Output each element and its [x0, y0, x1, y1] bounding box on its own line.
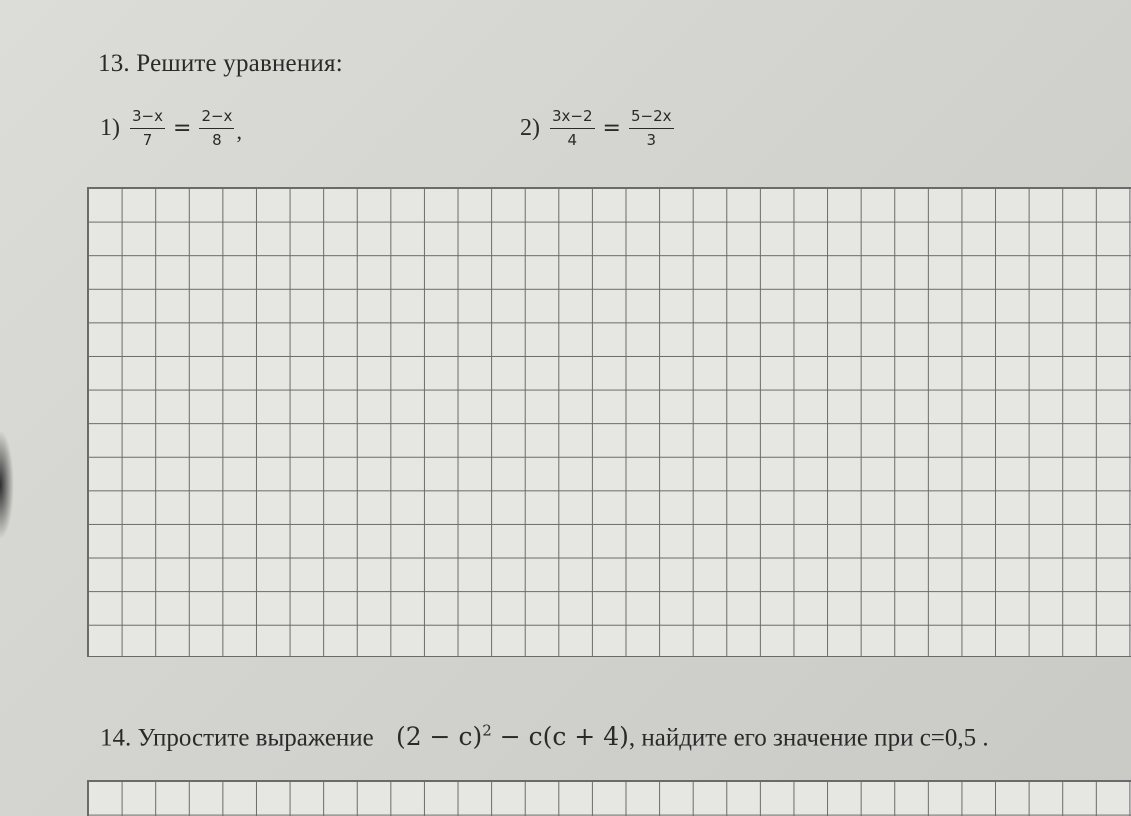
- equals-sign: =: [602, 116, 621, 141]
- equation-1-right-fraction: [199, 108, 234, 149]
- fraction-denominator: 8: [212, 131, 222, 149]
- equation-2-number: 2): [520, 115, 540, 141]
- equation-2-left-fraction: [550, 108, 595, 149]
- answer-grid-task-13[interactable]: [87, 187, 1131, 657]
- expression-rest: − c(c + 4): [499, 722, 629, 752]
- fraction-numerator: 5−2x: [629, 108, 674, 129]
- fraction-denominator: 3: [646, 131, 657, 149]
- page-edge-shadow: [0, 430, 14, 540]
- fraction-denominator: 4: [567, 131, 578, 149]
- task-14-suffix: , найдите его значение при c=0,5 .: [628, 724, 989, 752]
- task-14-expression: [380, 722, 629, 751]
- fraction-denominator: 7: [142, 131, 153, 149]
- expression-exponent: 2: [482, 722, 492, 740]
- answer-grid-task-14[interactable]: [87, 780, 1131, 816]
- fraction-numerator: 3x−2: [550, 108, 595, 129]
- task-13-title: 13. Решите уравнения:: [98, 50, 343, 77]
- fraction-numerator: 2−x: [199, 108, 234, 129]
- equals-sign: =: [173, 116, 192, 141]
- equation-1-comma: ,: [236, 119, 242, 144]
- equation-2: [520, 108, 674, 149]
- equation-1: [100, 108, 242, 149]
- expression-base: (2 − c): [395, 722, 483, 752]
- equation-1-left-fraction: [130, 108, 165, 149]
- task-14-text: [100, 722, 989, 752]
- fraction-numerator: 3−x: [130, 108, 165, 129]
- equation-2-right-fraction: [629, 108, 674, 149]
- equation-1-number: 1): [100, 115, 120, 141]
- task-14-prefix: 14. Упростите выражение: [100, 724, 374, 752]
